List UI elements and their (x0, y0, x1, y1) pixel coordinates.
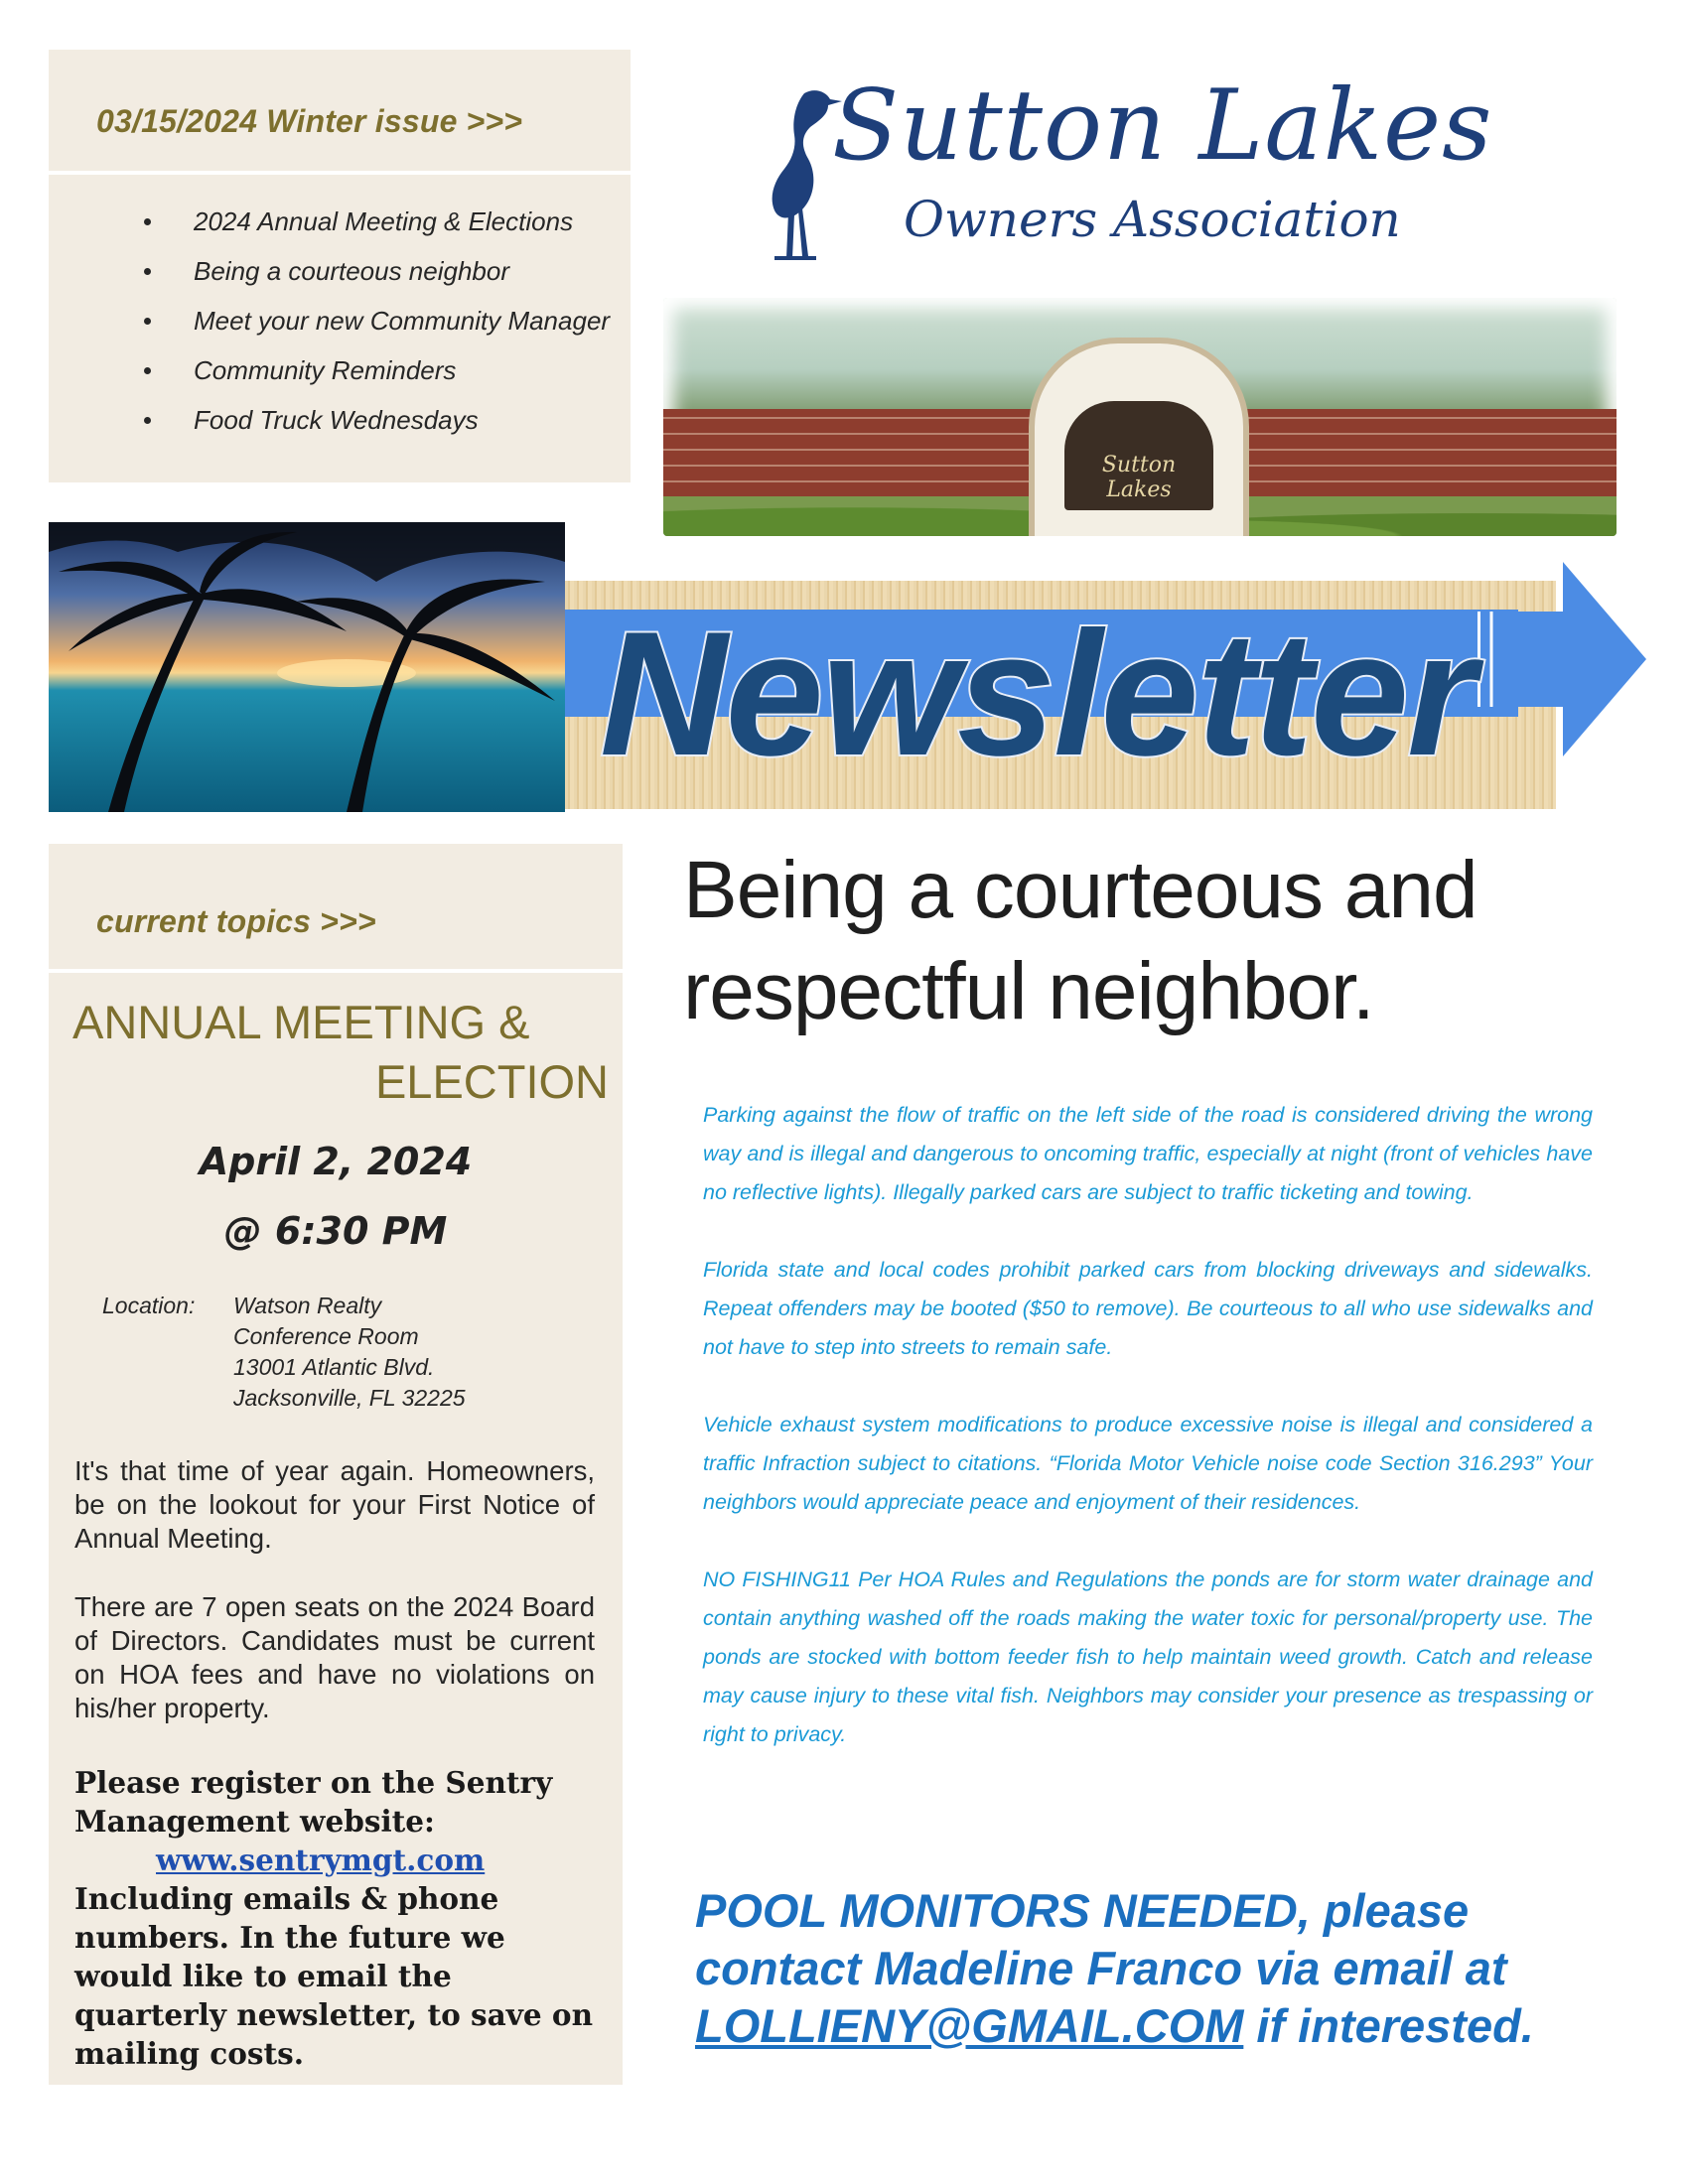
headline-line2: respectful neighbor. (683, 946, 1374, 1036)
article-body (703, 1096, 1593, 1754)
list-item: 2024 Annual Meeting & Elections (144, 197, 631, 246)
meeting-title-line1: ANNUAL MEETING & (72, 996, 530, 1048)
issue-heading-arrows: >>> (466, 103, 523, 139)
issue-contents-list (49, 175, 631, 445)
pool-line1: POOL MONITORS NEEDED, please (695, 1884, 1470, 1937)
pool-line3 (695, 1997, 1628, 2055)
list-item: Food Truck Wednesdays (144, 395, 631, 445)
location-address (233, 1291, 466, 1414)
sign-board (1029, 338, 1249, 536)
topics-heading-text: current topics (96, 903, 312, 939)
pool-monitors-notice (695, 1882, 1628, 2055)
location-line: Conference Room (233, 1323, 419, 1349)
palm-trees-icon (49, 522, 565, 812)
issue-heading (49, 50, 631, 175)
beach-palm-photo (49, 522, 565, 812)
heron-icon (745, 85, 844, 262)
current-topics-panel (49, 844, 623, 2085)
sentry-website-link[interactable]: www.sentrymgt.com (156, 1843, 486, 1877)
meeting-title-line2: ELECTION (374, 1055, 609, 1108)
sign-inner-panel (1064, 401, 1213, 510)
meeting-date: April 2, 2024 (199, 1140, 473, 1183)
pool-line2: contact Madeline Franco via email at (695, 1942, 1507, 1994)
exhaust-noise-paragraph: Vehicle exhaust system modifications to produce excessive noise is illegal and considered a traffic Infraction subject to citations. “Florida Motor Vehicle noise code Section 316.293” Your neighbors would appreciate peace and enjoyment of their residences. (703, 1413, 1593, 1514)
issue-heading-text: 03/15/2024 Winter issue (96, 103, 458, 139)
headline-line1: Being a courteous and (683, 845, 1477, 935)
list-item: Being a courteous neighbor (144, 246, 631, 296)
parking-paragraph: Parking against the flow of traffic on the left side of the road is considered driving the wrong way and is illegal and dangerous to oncoming traffic, especially at night (front of vehicles have no reflective lights). Illegally parked cars are subject to traffic ticketing and towing. (703, 1103, 1593, 1204)
location-line: Watson Realty (233, 1293, 382, 1318)
register-block (74, 1763, 601, 2073)
no-fishing-paragraph: NO FISHING11 Per HOA Rules and Regulations the ponds are for storm water drainage and contain anything washed off the roads making the water toxic for personal/property use. The ponds are stocked with bottom feeder fish to help maintain weed growth. Catch and release may cause injury to these vital fish. Neighbors may consider your presence as trespassing or right to privacy. (703, 1568, 1593, 1746)
meeting-time: @ 6:30 PM (223, 1209, 448, 1253)
list-item: Community Reminders (144, 345, 631, 395)
annual-notice-paragraph: It's that time of year again. Homeowners, be on the lookout for your First Notice of Annual Meeting. (74, 1455, 595, 1554)
topics-heading (49, 844, 623, 973)
location-line: Jacksonville, FL 32225 (233, 1385, 466, 1411)
sidewalk-paragraph: Florida state and local codes prohibit parked cars from blocking driveways and sidewalks. Repeat offenders may be booted ($50 to remove). Be courteous to all who use sidewalks and not have to step into streets to remain safe. (703, 1258, 1593, 1359)
entrance-sign-photo (663, 298, 1617, 536)
logo-title: Sutton Lakes (832, 69, 1493, 183)
list-item: Meet your new Community Manager (144, 296, 631, 345)
location-label: Location: (102, 1293, 196, 1318)
contact-email-link[interactable]: LOLLIENY@GMAIL.COM (695, 1999, 1244, 2052)
register-details: Including emails & phone numbers. In the future we would like to email the quarterly newsletter, to save on mailing costs. (74, 1881, 594, 2071)
sign-text: Sutton Lakes (1101, 453, 1177, 502)
register-intro: Please register on the Sentry Management website: (74, 1765, 553, 1839)
pool-line3-text: if interested. (1243, 1999, 1534, 2052)
association-logo (735, 69, 1589, 268)
topics-heading-arrows: >>> (320, 903, 376, 939)
arrow-right-icon (1477, 562, 1646, 756)
newsletter-title: Newsletter (600, 595, 1475, 792)
issue-panel (49, 50, 631, 482)
logo-subtitle: Owners Association (904, 191, 1401, 248)
board-seats-paragraph: There are 7 open seats on the 2024 Board of Directors. Candidates must be current on HOA fees and have no violations on his/her property. (74, 1591, 595, 1723)
location-line: 13001 Atlantic Blvd. (233, 1354, 435, 1380)
article-headline (683, 840, 1577, 1042)
